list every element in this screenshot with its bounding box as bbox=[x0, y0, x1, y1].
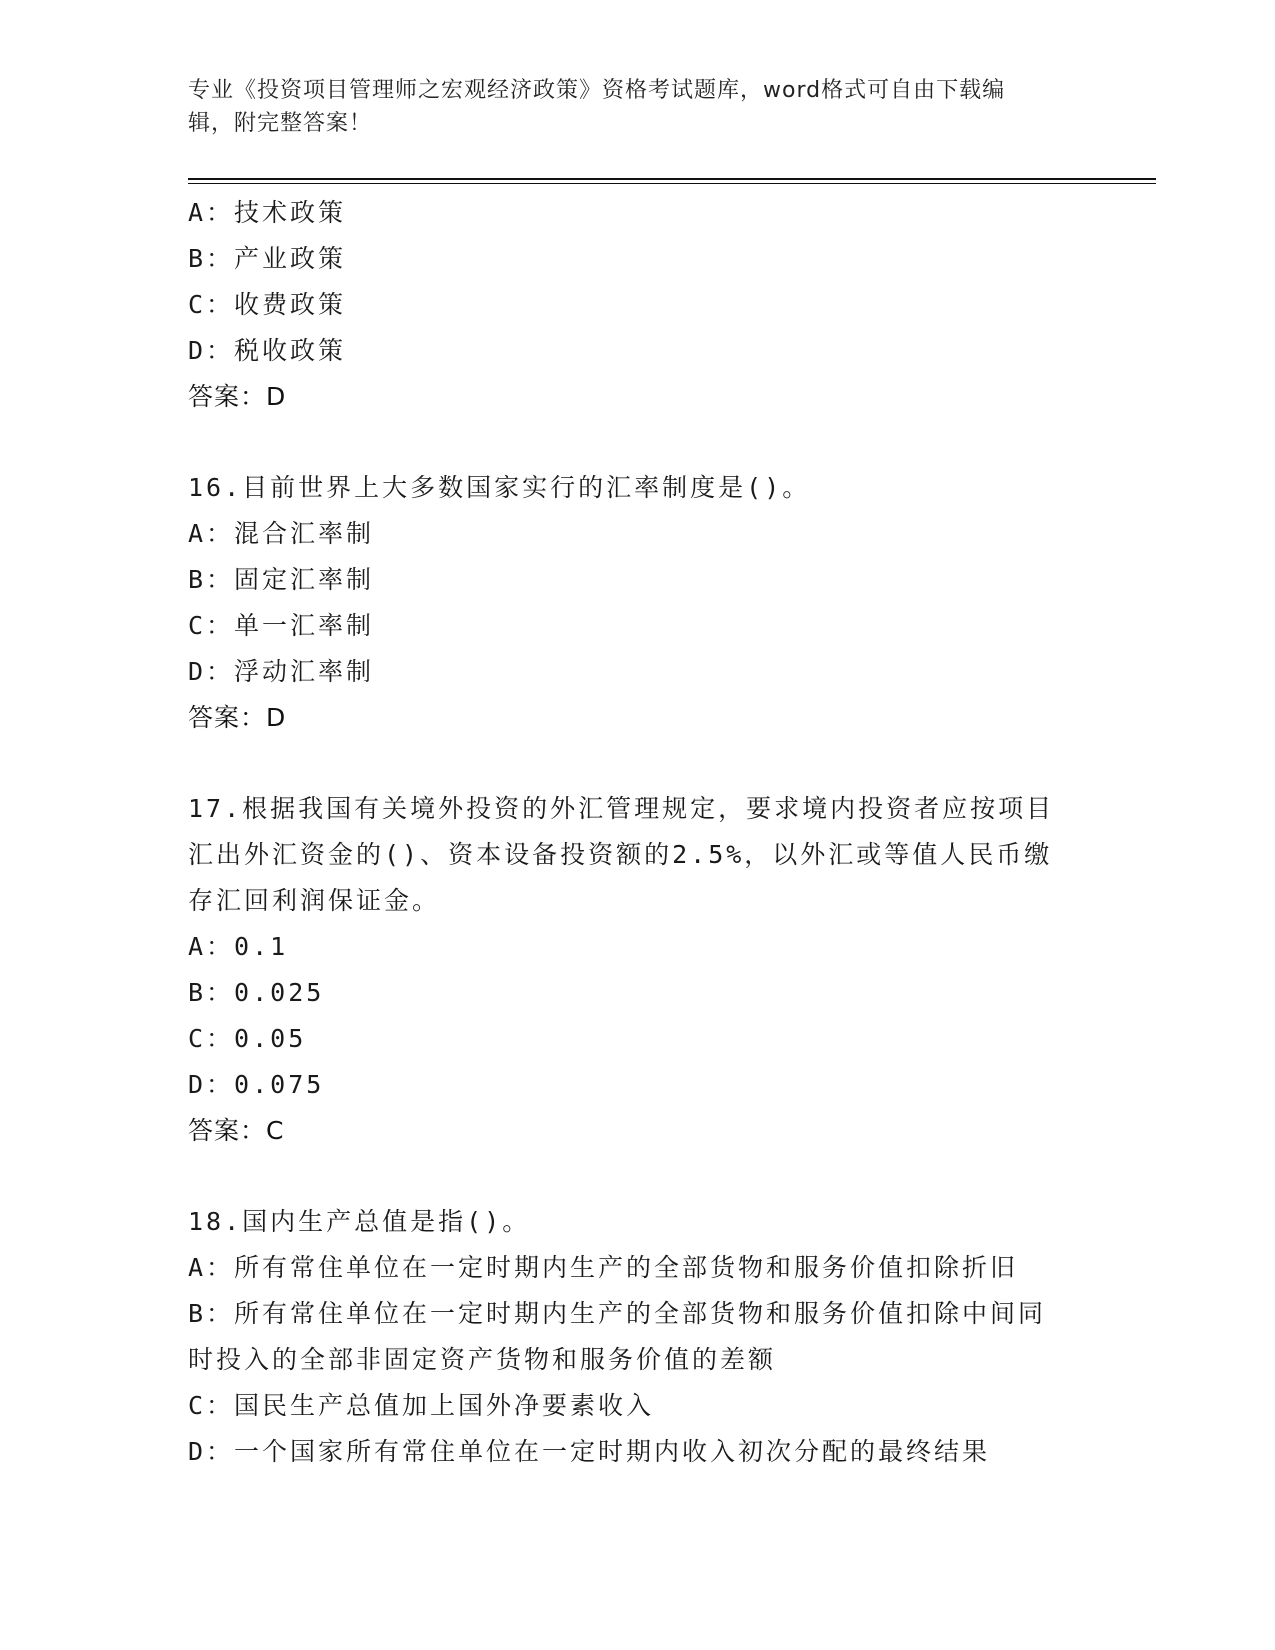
question-text-line-2: 汇出外汇资金的()、资本设备投资额的2.5%，以外汇或等值人民币缴 bbox=[188, 840, 1053, 869]
question-text: 16.目前世界上大多数国家实行的汇率制度是()。 bbox=[188, 473, 811, 502]
header-line-1: 专业《投资项目管理师之宏观经济政策》资格考试题库，word格式可自由下载编 bbox=[188, 78, 1006, 103]
option-b-line-1: B：所有常住单位在一定时期内生产的全部货物和服务价值扣除中间同 bbox=[188, 1299, 1047, 1328]
option-c: C：收费政策 bbox=[188, 290, 347, 319]
question-18-block bbox=[188, 1199, 1088, 1475]
option-c: C：0.05 bbox=[188, 1024, 307, 1053]
question-16-block bbox=[188, 465, 1088, 741]
question-text-line-3: 存汇回利润保证金。 bbox=[188, 886, 441, 915]
document-header bbox=[188, 74, 1068, 140]
question-15-block bbox=[188, 190, 1088, 420]
option-b: B：产业政策 bbox=[188, 244, 347, 273]
option-c: C：单一汇率制 bbox=[188, 611, 375, 640]
option-b-line-2: 时投入的全部非固定资产货物和服务价值的差额 bbox=[188, 1345, 777, 1374]
option-b: B：0.025 bbox=[188, 978, 325, 1007]
header-divider-thick bbox=[188, 178, 1156, 180]
option-d: D：浮动汇率制 bbox=[188, 657, 375, 686]
option-a: A：混合汇率制 bbox=[188, 519, 375, 548]
question-17-block bbox=[188, 786, 1088, 1154]
option-a: A：0.1 bbox=[188, 932, 289, 961]
option-a: A：所有常住单位在一定时期内生产的全部货物和服务价值扣除折旧 bbox=[188, 1253, 1019, 1282]
answer-line: 答案：C bbox=[188, 1116, 285, 1145]
question-text-line-1: 17.根据我国有关境外投资的外汇管理规定，要求境内投资者应按项目 bbox=[188, 794, 1055, 823]
question-content bbox=[188, 190, 1088, 1475]
option-b: B：固定汇率制 bbox=[188, 565, 375, 594]
answer-line: 答案：D bbox=[188, 382, 287, 411]
question-text: 18.国内生产总值是指()。 bbox=[188, 1207, 531, 1236]
header-line-2: 辑，附完整答案！ bbox=[188, 111, 373, 136]
option-d: D：0.075 bbox=[188, 1070, 325, 1099]
option-d: D：一个国家所有常住单位在一定时期内收入初次分配的最终结果 bbox=[188, 1437, 991, 1466]
header-divider-thin bbox=[188, 183, 1156, 184]
option-a: A：技术政策 bbox=[188, 198, 347, 227]
option-d: D：税收政策 bbox=[188, 336, 347, 365]
answer-line: 答案：D bbox=[188, 703, 287, 732]
option-c: C：国民生产总值加上国外净要素收入 bbox=[188, 1391, 655, 1420]
